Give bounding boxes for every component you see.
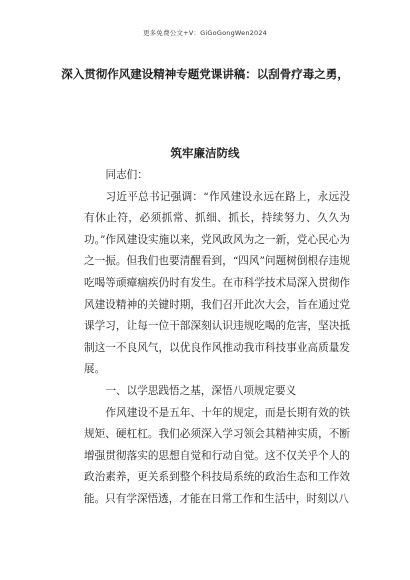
- document-title-line-1: 深入贯彻作风建设精神专题党课讲稿：以刮骨疗毒之勇，: [61, 67, 349, 81]
- header-note: 更多免费公文+V：GiGoGongWen2024: [142, 29, 267, 37]
- body-paragraph: 作风建设不是五年、十年的规定，而是长期有效的铁规矩、硬杠杠。我们必须深入学习领会其精神实质，不断增强贯彻落实的思想自觉和行动自觉。这不仅关乎个人的政治素养，更关系到整个科技局系统的政治生态和工作效能。只有学深悟透，才能在日常工作和生活中，时刻以八: [84, 406, 350, 505]
- document-body: [84, 165, 350, 511]
- document-title-line-2: 筑牢廉洁防线: [170, 146, 240, 160]
- section-heading: 一、以学思践悟之基，深悟八项规定要义: [105, 384, 297, 397]
- salutation: 同志们：: [105, 169, 148, 181]
- body-paragraph: 习近平总书记强调：“作风建设永远在路上，永远没有休止符，必须抓常、抓细、抓长，持续努力、久久为功。”作风建设实施以来，党风政风为之一新，党心民心为之一振。但我们也要清醒看到，“四风”问题树倒根存违规吃喝等顽瘴痼疾仍时有发生。在市科学技术局深入贯彻作风建设精神的关键时期，我们召开此次大会，旨在通过党课学习，让每一位干部深刻认识违规吃喝的危害，坚决抵制这一不良风气，以优良作风推动我市科技事业高质量发展。: [84, 190, 350, 376]
